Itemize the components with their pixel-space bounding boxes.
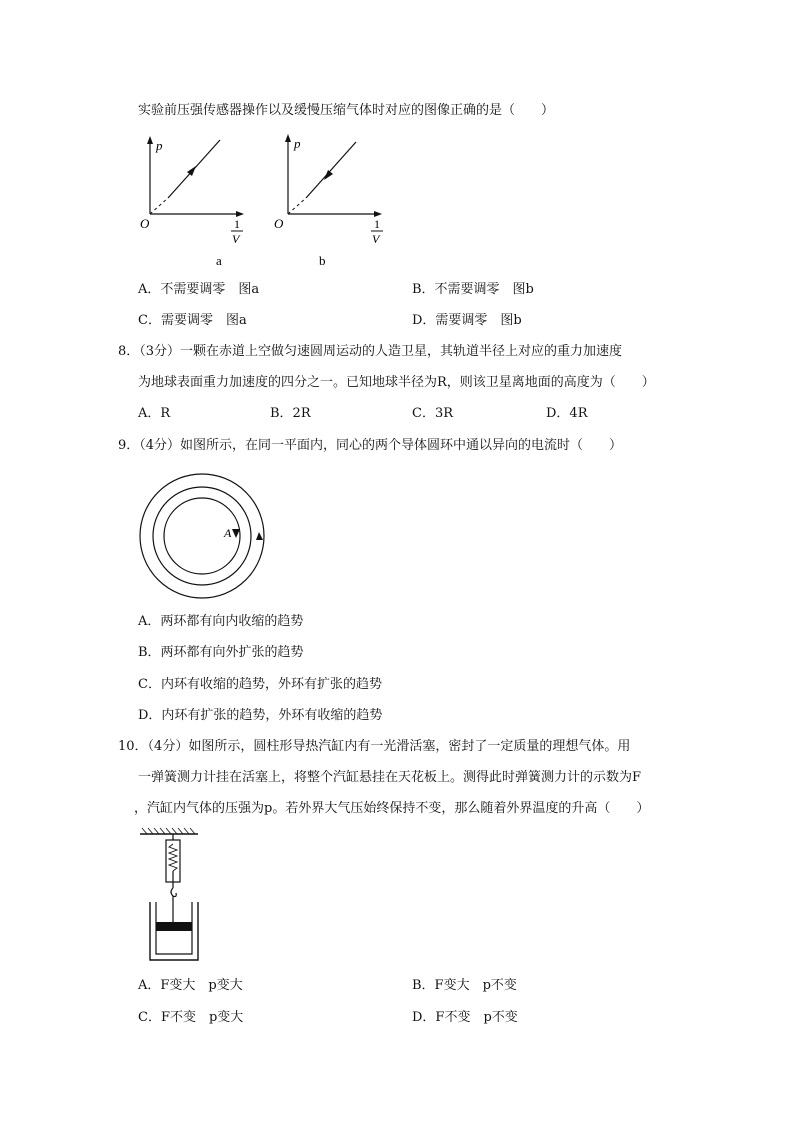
graph-b-y-arrow: [285, 134, 291, 142]
q9-option-a[interactable]: A．两环都有向内收缩的趋势: [138, 614, 304, 629]
graph-a: [140, 136, 260, 266]
q8-stem-line2: 为地球表面重力加速度的四分之一。已知地球半径为R，则该卫星离地面的高度为（ ）: [138, 375, 655, 390]
q8-option-c[interactable]: C．3R: [412, 406, 454, 421]
ceiling-hatching: [142, 828, 195, 834]
q8-stem-line1: 8．（3分）一颗在赤道上空做匀速圆周运动的人造卫星，其轨道半径上对应的重力加速度: [118, 344, 623, 359]
piston: [156, 922, 192, 931]
q10-option-d[interactable]: D．F不变 p不变: [412, 1010, 518, 1025]
graph-b-x-numerator: 1: [374, 217, 380, 231]
graph-b-direction-arrow: [324, 170, 333, 180]
q8-option-a[interactable]: A．R: [138, 406, 171, 421]
q8-option-b[interactable]: B．2R: [270, 406, 311, 421]
q9-option-c[interactable]: C．内环有收缩的趋势，外环有扩张的趋势: [138, 677, 382, 692]
graph-a-origin: O: [140, 216, 150, 231]
q7-option-c[interactable]: C．需要调零 图a: [138, 313, 247, 328]
q7-option-b[interactable]: B．不需要调零 图b: [412, 282, 534, 297]
graph-b-caption: b: [319, 253, 326, 268]
graph-b-solid-line: [306, 142, 356, 198]
q10-stem-line2: 一弹簧测力计挂在活塞上，将整个汽缸悬挂在天花板上。测得此时弹簧测力计的示数为F: [138, 770, 642, 785]
q8-option-d[interactable]: D．4R: [546, 406, 588, 421]
graph-a-dashed-segment: [150, 198, 168, 214]
graph-b-origin: O: [274, 216, 284, 231]
q10-option-c[interactable]: C．F不变 p变大: [138, 1010, 244, 1025]
graph-a-x-numerator: 1: [234, 217, 240, 231]
balance-bottom-hook: [171, 888, 176, 897]
graph-b-y-label: p: [294, 136, 301, 151]
q10-cylinder-spring-figure: [138, 826, 218, 966]
q9-concentric-rings-figure: [140, 474, 270, 604]
graph-a-caption: a: [216, 253, 222, 268]
inner-ring-current-arrow: [232, 529, 240, 538]
q10-stem-line3: ，汽缸内气体的压强为p。若外界大气压始终保持不变，那么随着外界温度的升高（ ）: [134, 801, 650, 816]
graph-a-x-denominator: V: [232, 232, 240, 246]
q9-point-label: A: [224, 526, 232, 540]
graph-b: [274, 134, 398, 268]
q10-stem-line1: 10．（4分）如图所示，圆柱形导热汽缸内有一光滑活塞，密封了一定质量的理想气体。用: [118, 739, 631, 754]
graph-a-y-arrow: [147, 136, 153, 144]
outer-ring-outer-edge: [140, 474, 264, 598]
q7-stem-tail: 实验前压强传感器操作以及缓慢压缩气体时对应的图像正确的是（ ）: [138, 103, 555, 118]
graph-a-y-label: p: [156, 138, 163, 153]
q9-option-d[interactable]: D．内环有扩张的趋势，外环有收缩的趋势: [138, 708, 383, 723]
q10-option-a[interactable]: A．F变大 p变大: [138, 978, 243, 993]
outer-ring-current-arrow: [256, 532, 263, 540]
q9-option-b[interactable]: B．两环都有向外扩张的趋势: [138, 645, 304, 660]
q10-option-b[interactable]: B．F变大 p不变: [412, 978, 517, 993]
q9-stem: 9．（4分）如图所示，在同一平面内，同心的两个导体圆环中通以异向的电流时（ ）: [118, 438, 623, 453]
q7-option-a[interactable]: A．不需要调零 图a: [138, 282, 260, 297]
q7-option-d[interactable]: D．需要调零 图b: [412, 313, 522, 328]
graph-b-x-denominator: V: [372, 232, 380, 246]
graph-b-dashed-segment: [288, 198, 306, 214]
